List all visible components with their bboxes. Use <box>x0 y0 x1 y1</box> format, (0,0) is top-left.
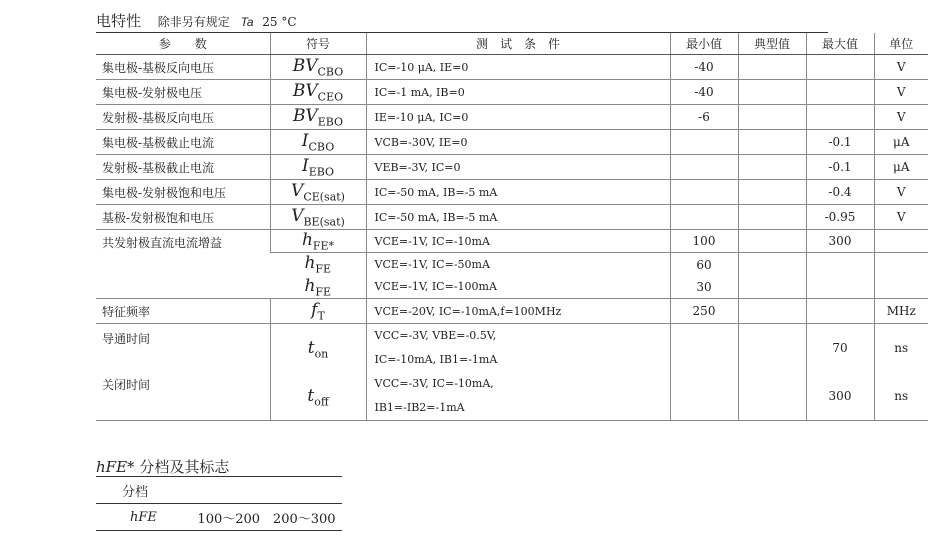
min-value: -6 <box>670 105 738 130</box>
param-name: 共发射极直流电流增益 <box>96 230 270 299</box>
typ-value <box>738 276 806 299</box>
unit: V <box>874 55 928 80</box>
condition: IC=-1 mA, IB=0 <box>366 80 670 105</box>
toff-unit: ns <box>894 389 909 404</box>
condition: VCE=-1V, IC=-10mA <box>366 230 670 253</box>
binning-heading-symbol: hFE* <box>96 458 135 476</box>
symbol: $BV_{CEO}$ <box>270 80 366 105</box>
min-value: -40 <box>670 55 738 80</box>
typ-value <box>738 105 806 130</box>
table-row <box>96 324 928 421</box>
param-name: 特征频率 <box>96 299 270 324</box>
unit: V <box>874 80 928 105</box>
condition: VCE=-20V, IC=-10mA,f=100MHz <box>366 299 670 324</box>
max-value <box>806 299 874 324</box>
symbol: $f_T$ <box>270 299 366 324</box>
param-name: 基极-发射极饱和电压 <box>96 205 270 230</box>
condition: VCE=-1V, IC=-100mA <box>366 276 670 299</box>
section-title <box>96 10 297 31</box>
symbol: $BV_{EBO}$ <box>270 105 366 130</box>
param-name: 发射极-基极截止电流 <box>96 155 270 180</box>
param-name: 发射极-基极反向电压 <box>96 105 270 130</box>
typ-value <box>738 324 806 421</box>
unit: V <box>874 180 928 205</box>
max-value <box>806 253 874 276</box>
binning-table <box>96 476 342 531</box>
table-row <box>96 155 928 180</box>
symbol: $V_{CE(sat)}$ <box>270 180 366 205</box>
condition: VCB=-30V, IE=0 <box>366 130 670 155</box>
bin-label: 分档 <box>122 484 149 500</box>
max-value: -0.1 <box>806 155 874 180</box>
max-value: 300 <box>806 230 874 253</box>
typ-value <box>738 155 806 180</box>
unit: V <box>874 205 928 230</box>
toff-max: 300 <box>828 389 852 404</box>
ton-symbol: $t_{on}$ <box>307 338 329 361</box>
min-value <box>670 180 738 205</box>
condition: VEB=-3V, IC=0 <box>366 155 670 180</box>
binning-heading-text: 分档及其标志 <box>139 458 230 476</box>
table-row <box>96 80 928 105</box>
col-max: 最大值 <box>806 33 874 55</box>
typ-value <box>738 205 806 230</box>
col-symbol: 符号 <box>270 33 366 55</box>
min-value: 250 <box>670 299 738 324</box>
unit <box>874 253 928 276</box>
min-value <box>670 205 738 230</box>
ton-cond-1: VCC=-3V, VBE=-0.5V, <box>374 329 497 343</box>
typ-value <box>738 130 806 155</box>
title-main: 电特性 <box>96 12 142 30</box>
typ-value <box>738 230 806 253</box>
table-row <box>96 55 928 80</box>
min-value <box>670 155 738 180</box>
param-name: 集电极-发射极电压 <box>96 80 270 105</box>
unit <box>874 324 928 421</box>
unit: MHz <box>874 299 928 324</box>
bin-range: 100～200 <box>197 511 261 527</box>
min-value: 100 <box>670 230 738 253</box>
condition: IC=-50 mA, IB=-5 mA <box>366 180 670 205</box>
table-row <box>96 105 928 130</box>
col-min: 最小值 <box>670 33 738 55</box>
max-value: -0.4 <box>806 180 874 205</box>
max-value: -0.1 <box>806 130 874 155</box>
table-row <box>96 130 928 155</box>
table-row <box>96 230 928 253</box>
symbol: $V_{BE(sat)}$ <box>270 205 366 230</box>
typ-value <box>738 180 806 205</box>
symbol: $h_{FE*}$ <box>270 230 366 253</box>
typ-value <box>738 253 806 276</box>
unit: V <box>874 105 928 130</box>
min-value <box>670 130 738 155</box>
col-typ: 典型值 <box>738 33 806 55</box>
table-row <box>96 504 342 531</box>
header-row <box>96 33 928 55</box>
min-value: 60 <box>670 253 738 276</box>
condition <box>366 324 670 421</box>
toff-label: 关闭时间 <box>102 378 151 393</box>
typ-value <box>738 299 806 324</box>
min-value: 30 <box>670 276 738 299</box>
table-row <box>96 299 928 324</box>
param-name: 集电极-发射极饱和电压 <box>96 180 270 205</box>
max-value: -0.95 <box>806 205 874 230</box>
symbol <box>270 324 366 421</box>
symbol: $I_{EBO}$ <box>270 155 366 180</box>
condition: IC=-50 mA, IB=-5 mA <box>366 205 670 230</box>
max-value <box>806 105 874 130</box>
param-name: 集电极-基极截止电流 <box>96 130 270 155</box>
param-name: 集电极-基极反向电压 <box>96 55 270 80</box>
ton-label: 导通时间 <box>102 332 151 347</box>
col-unit: 单位 <box>874 33 928 55</box>
unit <box>874 276 928 299</box>
unit: μA <box>874 130 928 155</box>
toff-symbol: $t_{off}$ <box>307 386 329 409</box>
max-value <box>806 324 874 421</box>
title-ta: Ta <box>240 15 254 29</box>
symbol: $h_{FE}$ <box>304 253 332 276</box>
typ-value <box>738 80 806 105</box>
condition: IE=-10 μA, IC=0 <box>366 105 670 130</box>
toff-cond-1: VCC=-3V, IC=-10mA, <box>374 377 494 391</box>
table-row <box>96 477 342 504</box>
title-condition: 除非另有规定 <box>157 15 230 29</box>
ton-max: 70 <box>832 341 848 356</box>
bin-range: 200～300 <box>272 511 336 527</box>
min-value: -40 <box>670 80 738 105</box>
characteristics-table <box>96 33 928 421</box>
toff-cond-2: IB1=-IB2=-1mA <box>374 401 465 415</box>
max-value <box>806 80 874 105</box>
table-row <box>96 180 928 205</box>
binning-heading <box>96 456 229 477</box>
symbol: $BV_{CBO}$ <box>270 55 366 80</box>
table-row <box>96 205 928 230</box>
min-value <box>670 324 738 421</box>
unit: μA <box>874 155 928 180</box>
ton-unit: ns <box>894 341 909 356</box>
condition: VCE=-1V, IC=-50mA <box>366 253 670 276</box>
symbol: $I_{CBO}$ <box>270 130 366 155</box>
max-value <box>806 55 874 80</box>
bin-row-label: hFE <box>130 509 157 525</box>
max-value <box>806 276 874 299</box>
col-param: 参 数 <box>96 33 270 55</box>
param-name <box>96 324 270 421</box>
unit <box>874 230 928 253</box>
title-temp: 25 °C <box>262 15 297 29</box>
ton-cond-2: IC=-10mA, IB1=-1mA <box>374 353 498 367</box>
symbol: $h_{FE}$ <box>270 276 366 299</box>
col-conditions: 测 试 条 件 <box>366 33 670 55</box>
typ-value <box>738 55 806 80</box>
condition: IC=-10 μA, IE=0 <box>366 55 670 80</box>
